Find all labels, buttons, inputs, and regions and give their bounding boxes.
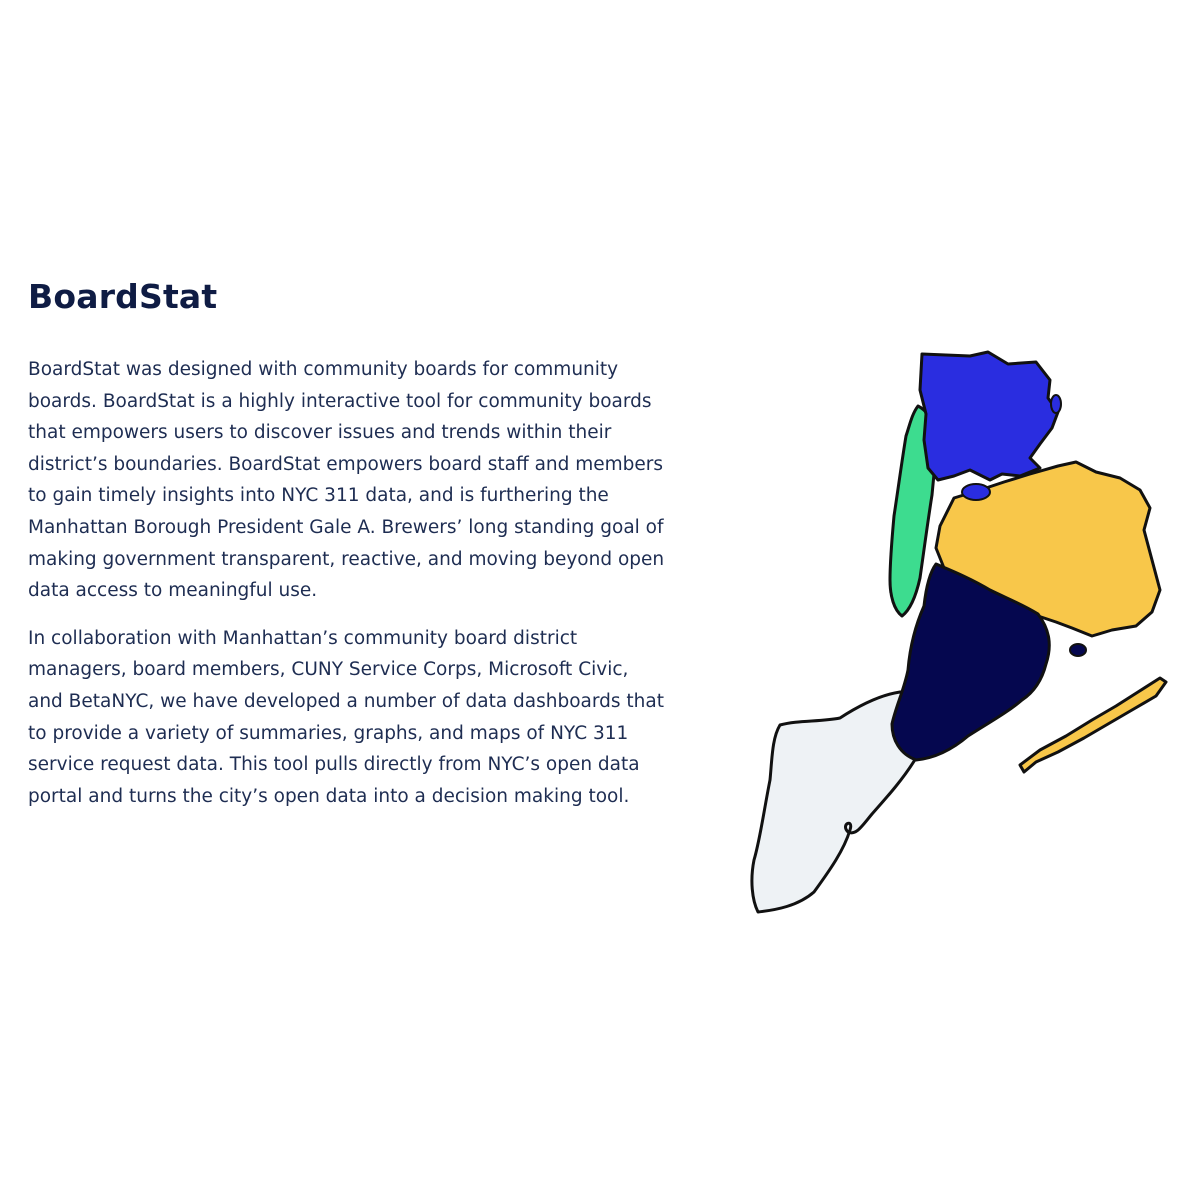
island-shape — [1051, 395, 1061, 413]
island-shape — [1070, 644, 1086, 656]
nyc-boroughs-map-svg — [740, 340, 1180, 930]
page-title: BoardStat — [28, 277, 218, 316]
rockaway-shape — [1020, 678, 1166, 772]
intro-paragraph: BoardStat was designed with community boards for community boards. BoardStat is a highly interactive tool for community boards that empowers users to discover issues and trends within their district’s boundaries. BoardStat empowers board staff and members to gain timely insights into NYC 311 data, and is furthering the Manhattan Borough President Gale A. Brewers’ long standing goal of making government transparent, reactive, and moving beyond open data access to meaningful use. — [28, 359, 665, 602]
bronx-shape — [920, 352, 1058, 480]
nyc-boroughs-map — [740, 340, 1180, 930]
island-shape — [962, 484, 990, 500]
content-section — [28, 272, 668, 828]
collaboration-paragraph: In collaboration with Manhattan’s community board district managers, board members, CUNY Service Corps, Microsoft Civic, and BetaNYC, we have developed a number of data dashboards that to provide a variety of summaries, graphs, and maps of NYC 311 service request data. This tool pulls directly from NYC’s open data portal and turns the city’s open data into a decision making tool. — [28, 627, 665, 807]
